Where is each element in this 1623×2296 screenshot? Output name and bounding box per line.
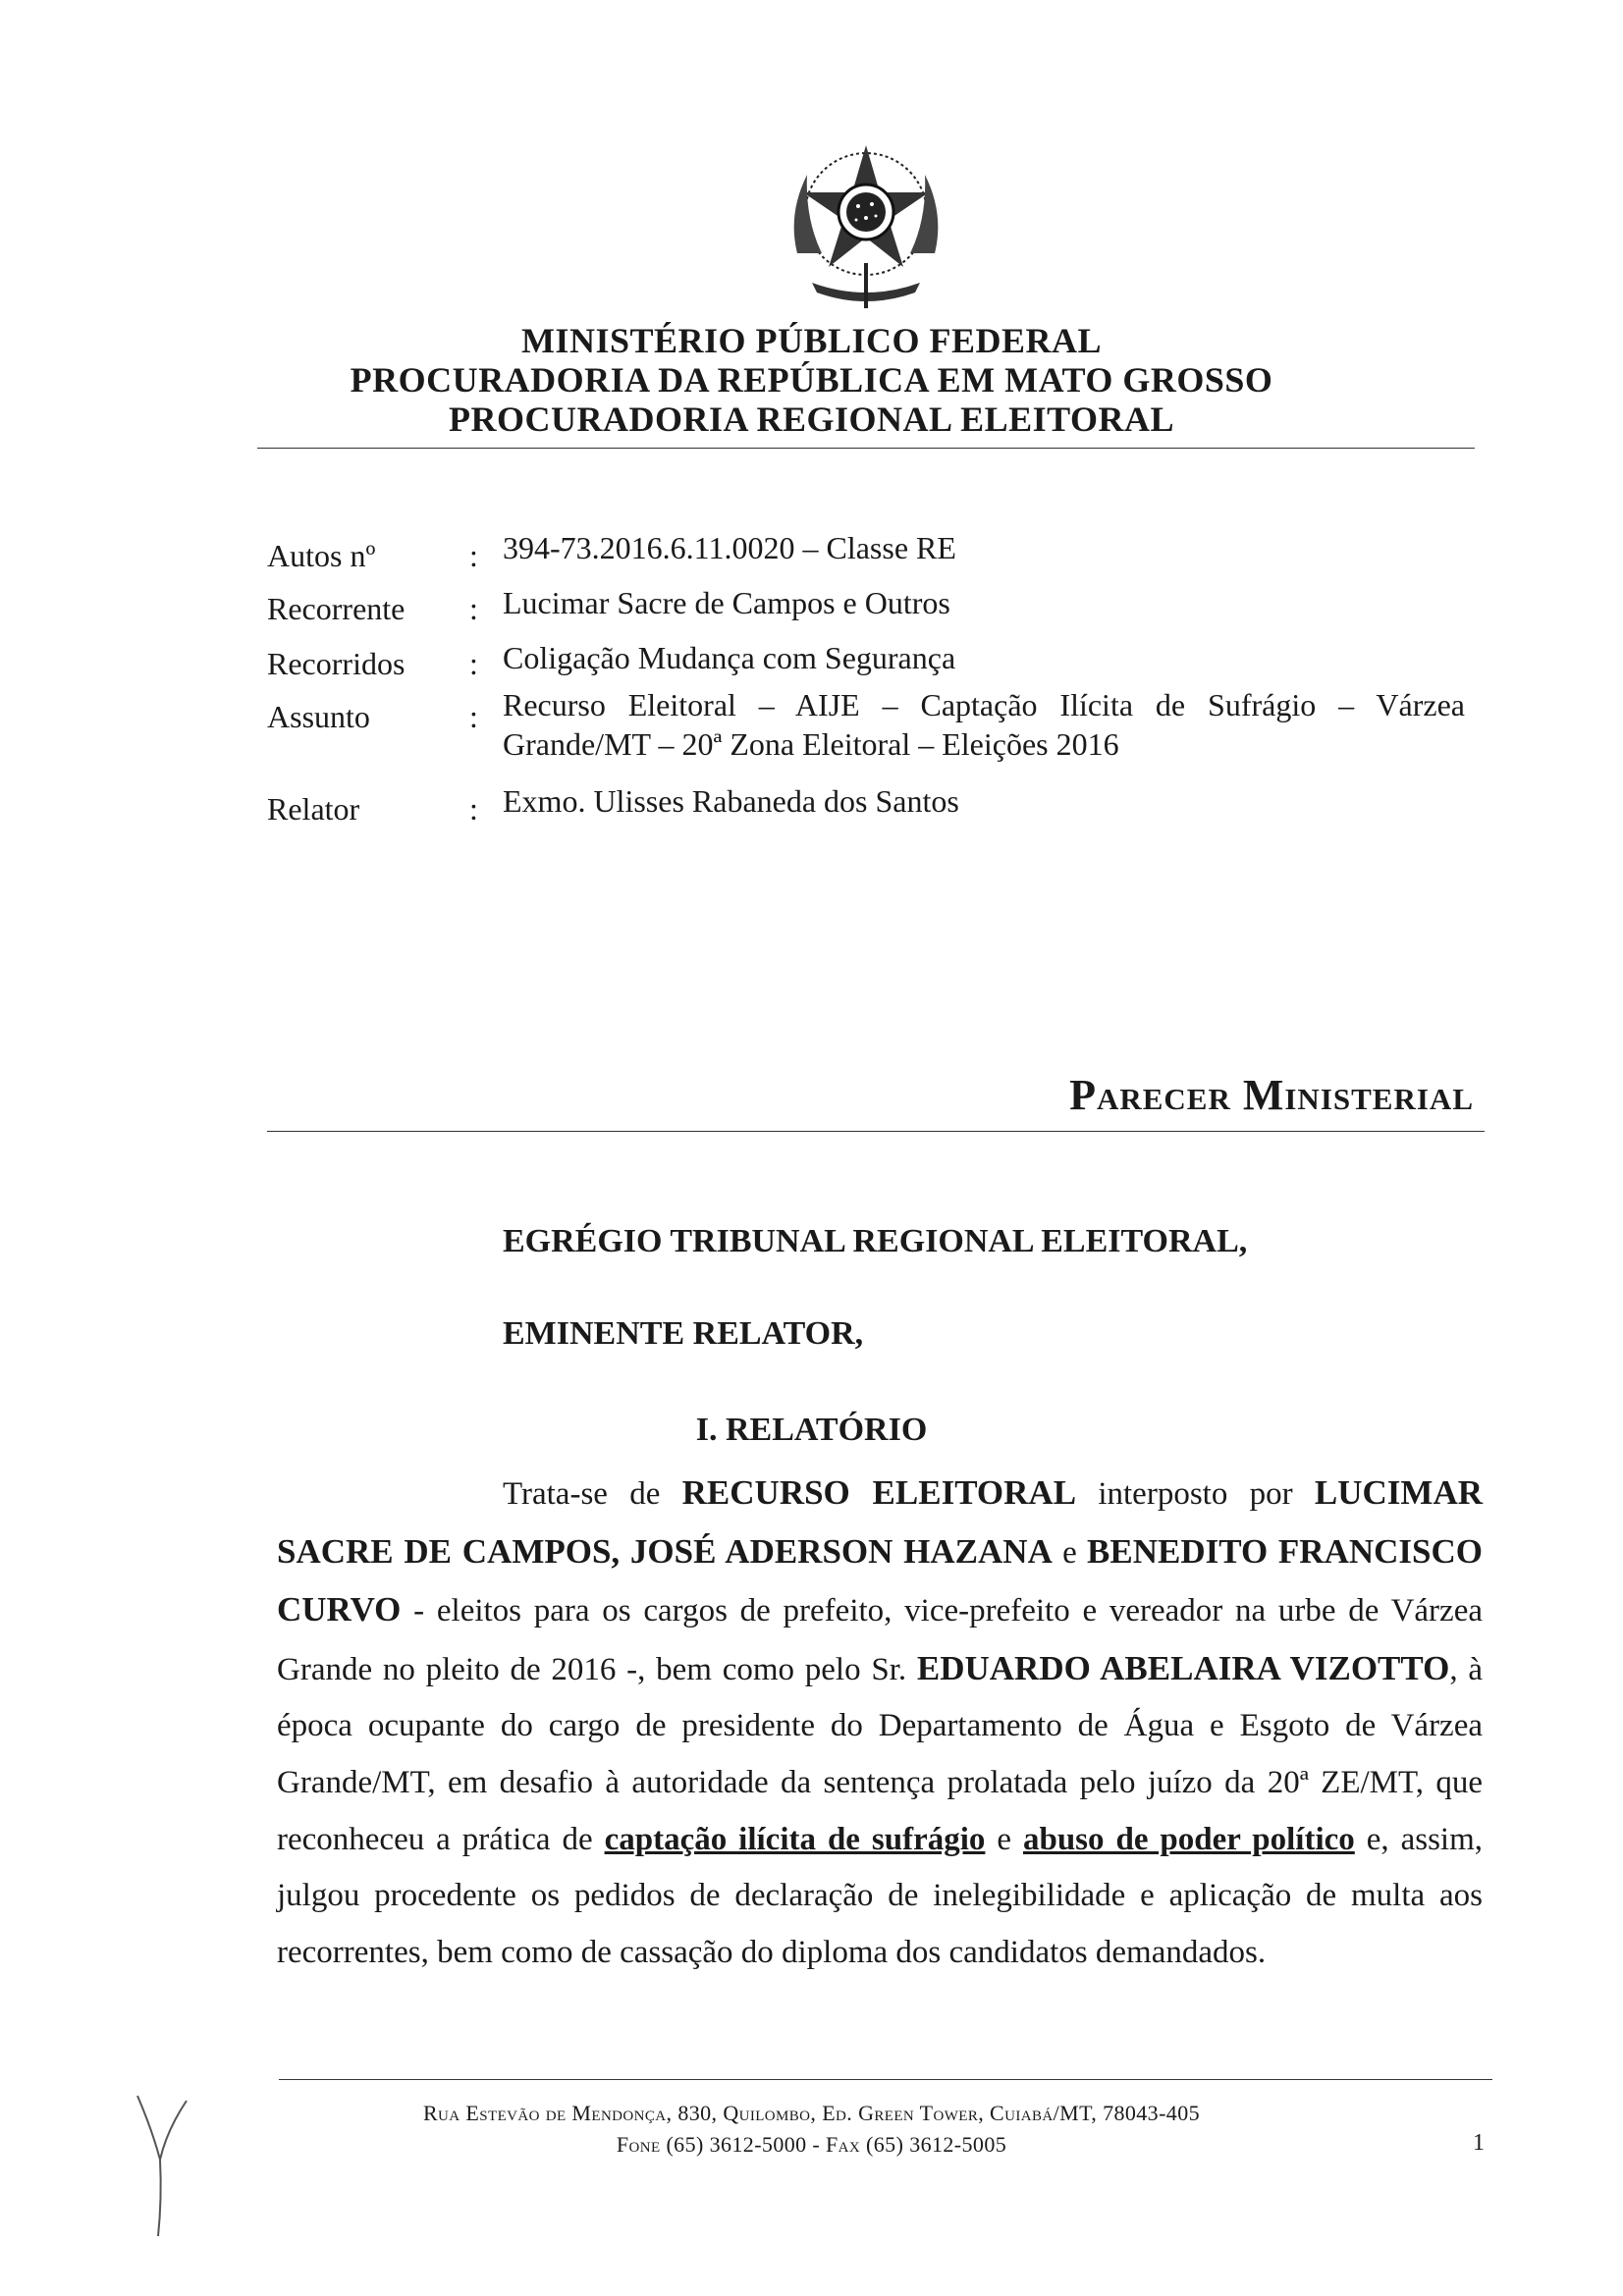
body-text: e — [985, 1821, 1023, 1857]
footer-divider — [279, 2079, 1492, 2080]
body-text: - eleitos para os cargos de prefeito, vice-prefeito e vereador na urbe de Várzea Grande no pleito de 2016 -, bem como pelo Sr. — [277, 1593, 1483, 1687]
body-text: e, assim, julgou procedente os pedidos de declaração de inelegibilidade e aplicação de multa aos recorrentes, bem como de cassação do diploma dos candidatos demandados. — [277, 1821, 1483, 1970]
colon: : — [469, 791, 478, 827]
body-bold: EDUARDO ABELAIRA VIZOTTO — [916, 1648, 1450, 1687]
body-text: Trata-se de — [503, 1476, 682, 1512]
colon: : — [469, 538, 478, 573]
case-value-recorrente: Lucimar Sacre de Campos e Outros — [503, 585, 950, 620]
case-value-recorridos: Coligação Mudança com Segurança — [503, 640, 956, 675]
case-label-relator: Relator — [267, 791, 360, 827]
title-divider — [267, 1131, 1485, 1132]
case-label-recorridos: Recorridos — [267, 646, 406, 681]
header-regional: PROCURADORIA REGIONAL ELEITORAL — [449, 400, 1174, 439]
case-label-autos: Autos nº — [267, 538, 376, 573]
body-text: interposto por — [1076, 1476, 1315, 1512]
brazil-coat-of-arms-icon — [778, 135, 954, 312]
footer-address: Rua Estevão de Mendonça, 830, Quilombo, Ed. Green Tower, Cuiabá/MT, 78043-405 — [422, 2101, 1200, 2125]
body-underlined: abuso de poder político — [1022, 1821, 1355, 1857]
case-label-recorrente: Recorrente — [267, 591, 406, 626]
body-text: , à época ocupante do cargo de presidente do Departamento de Água e Esgoto de Várzea Grande/MT, em desafio à autoridade da sentença prolatada pelo juízo da 20ª ZE/MT, que reconheceu a prática de — [277, 1651, 1483, 1857]
page-number: 1 — [1473, 2130, 1485, 2156]
header-ministry: MINISTÉRIO PÚBLICO FEDERAL — [520, 321, 1103, 360]
handwritten-initial-mark — [133, 2091, 191, 2238]
body-bold: BENEDITO FRANCISCO CURVO — [277, 1531, 1483, 1629]
document-title: Parecer Ministerial — [1069, 1071, 1474, 1119]
salutation-relator: EMINENTE RELATOR, — [503, 1315, 864, 1352]
body-bold: RECURSO ELEITORAL — [681, 1473, 1077, 1512]
case-value-autos: 394-73.2016.6.11.0020 – Classe RE — [503, 530, 956, 565]
case-label-assunto: Assunto — [267, 699, 370, 734]
colon: : — [469, 699, 478, 734]
salutation-tribunal: EGRÉGIO TRIBUNAL REGIONAL ELEITORAL, — [503, 1223, 1248, 1259]
section-heading: I. RELATÓRIO — [695, 1412, 928, 1448]
footer-phone: Fone (65) 3612-5000 - Fax (65) 3612-5005 — [616, 2132, 1007, 2157]
body-paragraph — [277, 1465, 1483, 1981]
colon: : — [469, 646, 478, 681]
case-value-assunto-line2: Grande/MT – 20ª Zona Eleitoral – Eleições 2016 — [503, 726, 1119, 762]
header-procuradoria: PROCURADORIA DA REPÚBLICA EM MATO GROSSO — [350, 360, 1273, 400]
body-underlined: captação ilícita de sufrágio — [604, 1821, 986, 1857]
colon: : — [469, 591, 478, 626]
case-value-assunto: Recurso Eleitoral – AIJE – Captação Ilícita de Sufrágio – Várzea — [503, 687, 1465, 722]
header-divider — [257, 448, 1475, 449]
case-value-relator: Exmo. Ulisses Rabaneda dos Santos — [503, 783, 959, 819]
body-bold: LUCIMAR SACRE DE CAMPOS, JOSÉ ADERSON HAZANA — [277, 1473, 1483, 1571]
body-text: e — [1052, 1534, 1088, 1571]
